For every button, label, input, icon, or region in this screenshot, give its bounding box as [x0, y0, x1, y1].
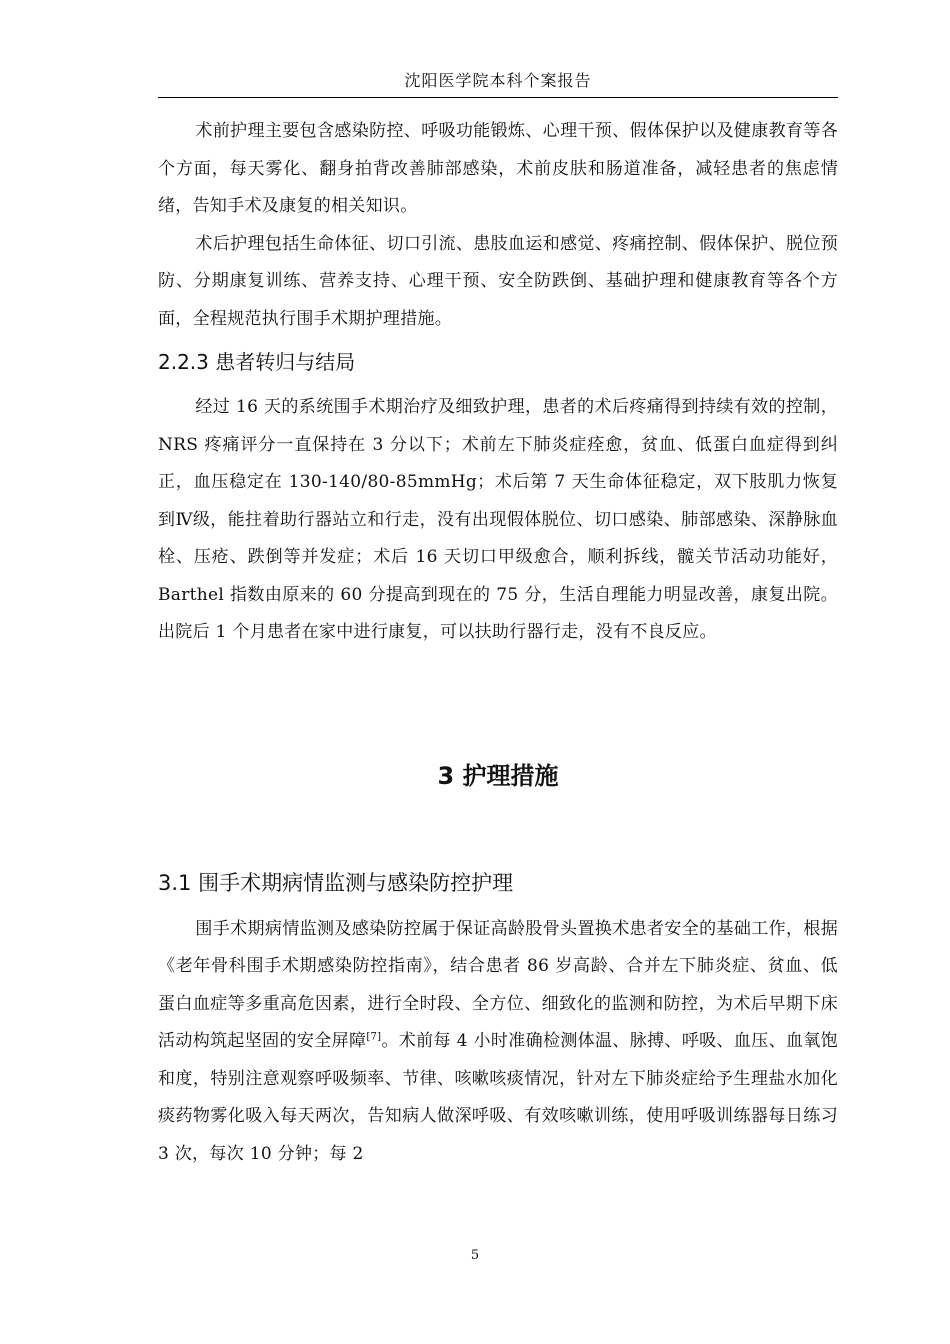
page-header: 沈阳医学院本科个案报告	[158, 68, 838, 98]
paragraph-text-part-1: 围手术期病情监测及感染防控属于保证高龄股骨头置换术患者安全的基础工作，根据《老年骨科围手术期感染防控指南》，结合患者 86 岁高龄、合并左下肺炎症、贫血、低蛋白血症等多重高危因素，进行全时段、全方位、细致化的监测和防控，为术后早期下床活动构筑起坚固的安全屏障	[158, 918, 838, 1051]
paragraph-postop-care: 术后护理包括生命体征、切口引流、患肢血运和感觉、疼痛控制、假体保护、脱位预防、分期康复训练、营养支持、心理干预、安全防跌倒、基础护理和健康教育等各个方面，全程规范执行围手术期护理措施。	[158, 233, 838, 329]
section-heading-2-2-3: 2.2.3 患者转归与结局	[158, 350, 356, 374]
citation-reference: [7]	[366, 1031, 382, 1043]
section-heading-3-1: 3.1 围手术期病情监测与感染防控护理	[158, 870, 514, 895]
paragraph-patient-outcome: 经过 16 天的系统围手术期治疗及细致护理，患者的术后疼痛得到持续有效的控制，NRS 疼痛评分一直保持在 3 分以下；术前左下肺炎症痊愈，贫血、低蛋白血症得到纠正，血压稳定在 130-140/80-85mmHg；术后第 7 天生命体征稳定，双下肢肌力恢复到Ⅳ级，能拄着助行器站立和行走，没有出现假体脱位、切口感染、肺部感染、深静脉血栓、压疮、跌倒等并发症；术后 16 天切口甲级愈合，顺利拆线，髋关节活动功能好，Barthel 指数由原来的 60 分提高到现在的 75 分，生活自理能力明显改善，康复出院。出院后 1 个月患者在家中进行康复，可以扶助行器行走，没有不良反应。	[158, 397, 838, 642]
document-body	[158, 113, 838, 1173]
paragraph-preop-care: 术前护理主要包含感染防控、呼吸功能锻炼、心理干预、假体保护以及健康教育等各个方面，每天雾化、翻身拍背改善肺部感染，术前皮肤和肠道准备，减轻患者的焦虑情绪，告知手术及康复的相关知识。	[158, 121, 838, 216]
paragraph-monitoring-infection-control	[158, 911, 838, 1174]
paragraph-text-part-2: 。术前每 4 小时准确检测体温、脉搏、呼吸、血压、血氧饱和度，特别注意观察呼吸频率、节律、咳嗽咳痰情况，针对左下肺炎症给予生理盐水加化痰药物雾化吸入每天两次，告知病人做深呼吸、有效咳嗽训练，使用呼吸训练器每日练习 3 次，每次 10 分钟；每 2	[158, 1031, 838, 1164]
page-number: 5	[470, 1248, 480, 1263]
chapter-heading-3: 3 护理措施	[437, 761, 559, 790]
